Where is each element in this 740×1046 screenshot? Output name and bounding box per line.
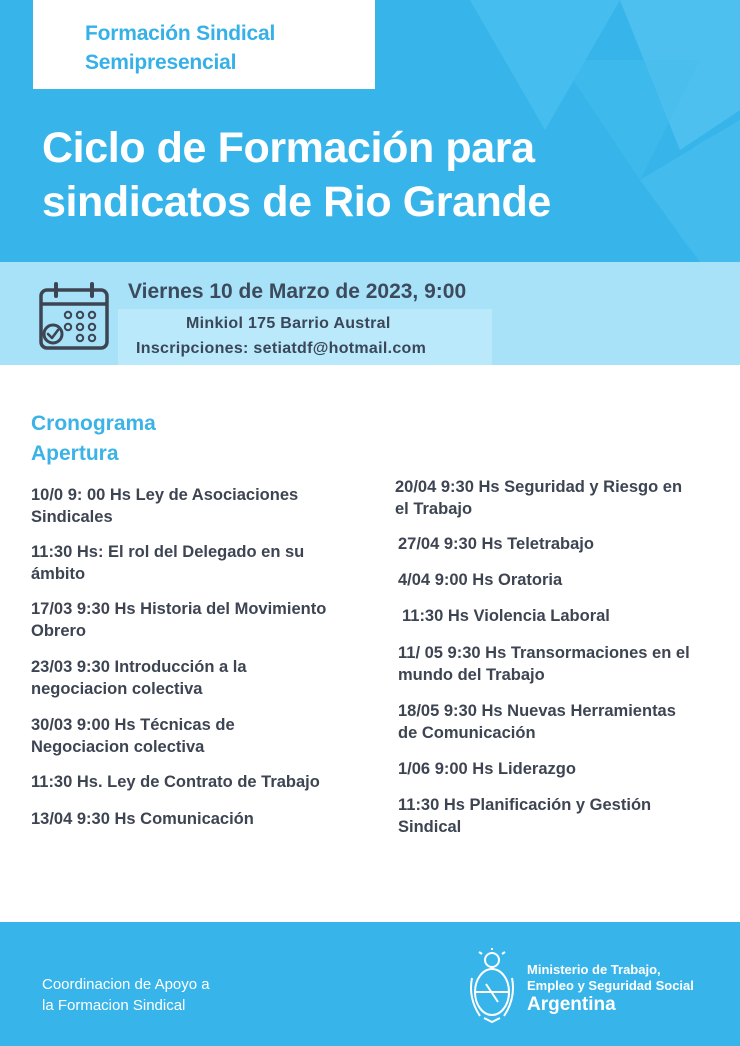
schedule-item: 11/ 05 9:30 Hs Transormaciones en el mundo del Trabajo [398,644,690,684]
coat-of-arms-icon [466,948,518,1024]
event-address: Minkiol 175 Barrio Austral [186,315,391,332]
schedule-item: 11:30 Hs: El rol del Delegado en su ámbito [31,543,305,583]
schedule-item: 10/0 9: 00 Hs Ley de Asociaciones Sindicales [31,486,299,526]
schedule-item: 18/05 9:30 Hs Nuevas Herramientas de Comunicación [398,702,676,742]
schedule-item: 27/04 9:30 Hs Teletrabajo [398,535,594,553]
schedule-item: 11:30 Hs Planificación y Gestión Sindical [398,796,652,836]
event-date: Viernes 10 de Marzo de 2023, 9:00 [128,280,467,303]
country-name: Argentina [527,994,616,1015]
page-title-line-2: sindicatos de Rio Grande [42,178,551,226]
schedule-item: 20/04 9:30 Hs Seguridad y Riesgo en el Trabajo [395,478,683,518]
event-registration: Inscripciones: setiatdf@hotmail.com [136,340,427,357]
page-title-line-1: Ciclo de Formación para [42,124,535,172]
ministry-line-1: Ministerio de Trabajo, [527,962,661,977]
tag-line-2: Semipresencial [85,51,237,74]
schedule-title-line-1: Cronograma [31,412,156,435]
schedule-item: 1/06 9:00 Hs Liderazgo [398,760,576,778]
coordination-line-1: Coordinacion de Apoyo a [42,976,210,993]
schedule-item: 11:30 Hs. Ley de Contrato de Trabajo [31,773,320,791]
coordination-line-2: la Formacion Sindical [42,997,186,1014]
schedule-item: 17/03 9:30 Hs Historia del Movimiento Obrero [31,600,327,640]
schedule-item: 30/03 9:00 Hs Técnicas de Negociacion colectiva [31,716,235,756]
tag-line-1: Formación Sindical [85,22,276,45]
schedule-item: 4/04 9:00 Hs Oratoria [398,571,563,589]
ministry-line-2: Empleo y Seguridad Social [527,978,694,993]
calendar-check-icon [38,282,112,352]
schedule-title-line-2: Apertura [31,442,119,465]
schedule-item: 13/04 9:30 Hs Comunicación [31,810,254,828]
schedule-item: 11:30 Hs Violencia Laboral [402,607,610,625]
schedule-item: 23/03 9:30 Introducción a la negociacion colectiva [31,658,247,698]
